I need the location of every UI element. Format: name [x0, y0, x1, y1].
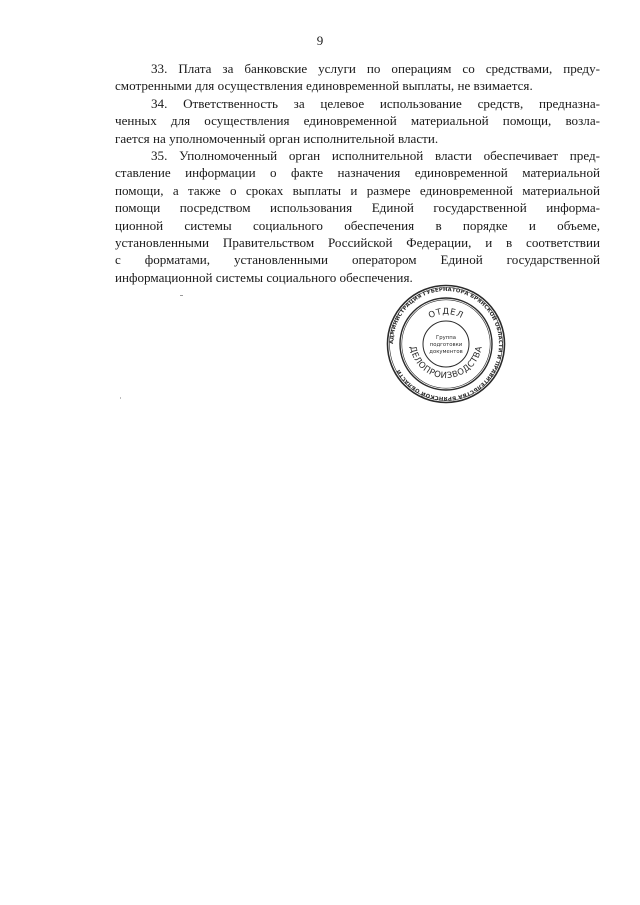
text-line: смотренными для осуществления единовременной выплаты, не взимается. [115, 78, 533, 94]
page-number: 9 [316, 33, 324, 48]
text-line: 34. Ответственность за целевое использование средств, предназна- [151, 95, 600, 111]
text-line: гается на уполномоченный орган исполнительной власти. [115, 130, 439, 146]
stamp-center-line-2: подготовки [429, 342, 463, 348]
text-line: 33. Плата за банковские услуги по операциям со средствами, преду- [151, 61, 600, 76]
paragraph-35 [115, 147, 600, 286]
text-line: ченных для осуществления единовременной материальной помощи, возла- [115, 113, 600, 129]
stamp-arc-bottom-text: ДЕЛОПРОИЗВОДСТВА [407, 345, 485, 382]
paragraph-33 [115, 60, 600, 95]
official-stamp [386, 284, 506, 404]
stamp-center-line-3: документов [429, 349, 463, 355]
text-line: с форматами, установленными оператором Единой государственной [115, 252, 600, 268]
scan-mark [120, 397, 121, 399]
document-body [115, 60, 600, 286]
text-line: установленными Правительством Российской Федерации, и в соответствии [115, 235, 600, 251]
stamp-arc-top-text: ОТДЕЛ [427, 306, 465, 322]
text-line: помощи, а также о сроках выплаты и размере единовременной материальной [115, 182, 600, 198]
paragraph-34 [115, 95, 600, 147]
text-line: ционной системы социального обеспечения в порядке и объеме, [115, 217, 600, 233]
stamp-outer-text: АДМИНИСТРАЦИЯ ГУБЕРНАТОРА БРЯНСКОЙ ОБЛАСТИ И ПРАВИТЕЛЬСТВА БРЯНСКОЙ ОБЛАСТИ [388, 286, 504, 402]
text-line: помощи посредством использования Единой государственной информа- [115, 200, 600, 216]
text-line: 35. Уполномоченный орган исполнительной власти обеспечивает пред- [151, 148, 600, 164]
text-line: ставление информации о факте назначения единовременной материальной [115, 165, 600, 181]
stamp-center-line-1: Группа [436, 335, 456, 341]
text-line: информационной системы социального обеспечения. [115, 269, 413, 285]
scan-mark [180, 295, 183, 296]
